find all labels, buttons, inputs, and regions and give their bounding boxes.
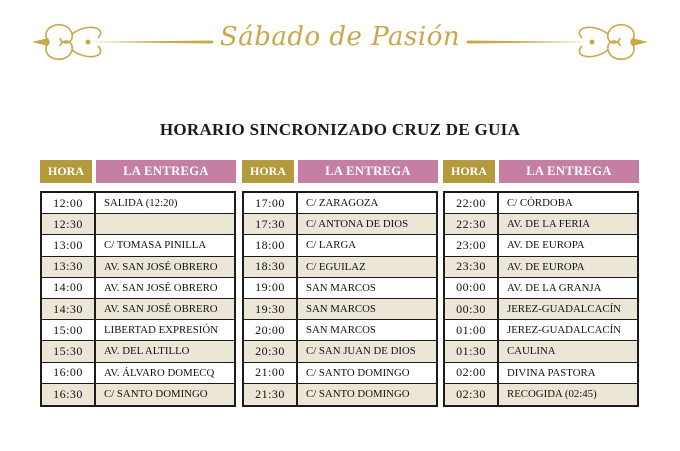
table-header bbox=[443, 160, 639, 183]
time-cell: 02:30 bbox=[445, 384, 499, 405]
column-header-entrega: LA ENTREGA bbox=[499, 160, 639, 183]
table-row bbox=[42, 235, 234, 256]
time-cell: 16:00 bbox=[42, 363, 96, 383]
location-cell: C/ EGUILAZ bbox=[306, 260, 366, 273]
table-header bbox=[242, 160, 438, 183]
table-row bbox=[244, 193, 436, 214]
location-cell: CAULINA bbox=[507, 345, 556, 358]
location-cell: C/ TOMASA PINILLA bbox=[104, 239, 207, 252]
location-cell: C/ SAN JUAN DE DIOS bbox=[306, 345, 416, 358]
table-row bbox=[244, 278, 436, 299]
schedule-table-3 bbox=[443, 160, 639, 407]
time-cell: 12:00 bbox=[42, 193, 96, 213]
time-cell: 12:30 bbox=[42, 214, 96, 234]
column-header-hora: HORA bbox=[40, 160, 92, 183]
time-cell: 17:30 bbox=[244, 214, 298, 234]
table-body bbox=[40, 191, 236, 407]
time-cell: 21:00 bbox=[244, 363, 298, 383]
table-row bbox=[244, 257, 436, 278]
time-cell: 13:00 bbox=[42, 235, 96, 255]
time-cell: 19:00 bbox=[244, 278, 298, 298]
time-cell: 18:30 bbox=[244, 257, 298, 277]
time-cell: 18:00 bbox=[244, 235, 298, 255]
table-row bbox=[42, 384, 234, 405]
time-cell: 23:00 bbox=[445, 235, 499, 255]
table-row bbox=[244, 341, 436, 362]
schedule-subtitle: HORARIO SINCRONIZADO CRUZ DE GUIA bbox=[159, 120, 521, 139]
table-row bbox=[244, 214, 436, 235]
table-body bbox=[443, 191, 639, 407]
table-row bbox=[42, 299, 234, 320]
time-cell: 14:30 bbox=[42, 299, 96, 319]
time-cell: 23:30 bbox=[445, 257, 499, 277]
time-cell: 00:00 bbox=[445, 278, 499, 298]
location-cell: SAN MARCOS bbox=[306, 303, 376, 316]
table-row bbox=[445, 299, 637, 320]
table-row bbox=[42, 363, 234, 384]
location-cell: SAN MARCOS bbox=[306, 324, 376, 337]
table-row bbox=[244, 320, 436, 341]
column-header-entrega: LA ENTREGA bbox=[96, 160, 236, 183]
location-cell bbox=[96, 214, 234, 234]
table-row bbox=[244, 384, 436, 405]
table-row bbox=[445, 214, 637, 235]
table-row bbox=[445, 320, 637, 341]
time-cell: 17:00 bbox=[244, 193, 298, 213]
location-cell: DIVINA PASTORA bbox=[507, 366, 596, 379]
time-cell: 16:30 bbox=[42, 384, 96, 405]
time-cell: 00:30 bbox=[445, 299, 499, 319]
left-ornament-icon bbox=[28, 14, 218, 70]
table-row bbox=[445, 384, 637, 405]
time-cell: 13:30 bbox=[42, 257, 96, 277]
schedule-table-1 bbox=[40, 160, 236, 407]
location-cell: C/ ZARAGOZA bbox=[306, 197, 379, 210]
time-cell: 22:00 bbox=[445, 193, 499, 213]
time-cell: 01:00 bbox=[445, 320, 499, 340]
time-cell: 22:30 bbox=[445, 214, 499, 234]
table-row bbox=[42, 257, 234, 278]
location-cell: C/ SANTO DOMINGO bbox=[306, 388, 410, 401]
location-cell: C/ ANTONA DE DIOS bbox=[306, 218, 409, 231]
location-cell: AV. SAN JOSÉ OBRERO bbox=[104, 281, 218, 294]
table-row bbox=[42, 320, 234, 341]
location-cell: AV. DE LA FERIA bbox=[507, 218, 590, 231]
location-cell: C/ LARGA bbox=[306, 239, 357, 252]
location-cell: AV. DEL ALTILLO bbox=[104, 345, 190, 358]
table-row bbox=[445, 278, 637, 299]
time-cell: 21:30 bbox=[244, 384, 298, 405]
time-cell: 15:30 bbox=[42, 341, 96, 361]
table-row bbox=[445, 235, 637, 256]
location-cell: C/ SANTO DOMINGO bbox=[104, 388, 208, 401]
time-cell: 15:00 bbox=[42, 320, 96, 340]
table-row bbox=[244, 299, 436, 320]
table-row bbox=[445, 193, 637, 214]
time-cell: 20:30 bbox=[244, 341, 298, 361]
table-header bbox=[40, 160, 236, 183]
time-cell: 02:00 bbox=[445, 363, 499, 383]
location-cell: JEREZ-GUADALCACÍN bbox=[507, 324, 621, 337]
column-header-hora: HORA bbox=[443, 160, 495, 183]
time-cell: 14:00 bbox=[42, 278, 96, 298]
location-cell: SAN MARCOS bbox=[306, 281, 376, 294]
location-cell: AV. SAN JOSÉ OBRERO bbox=[104, 260, 218, 273]
header bbox=[0, 0, 680, 90]
location-cell: C/ SANTO DOMINGO bbox=[306, 366, 410, 379]
location-cell: RECOGIDA (02:45) bbox=[507, 388, 597, 401]
table-row bbox=[445, 341, 637, 362]
table-row bbox=[42, 341, 234, 362]
location-cell: AV. ÁLVARO DOMECQ bbox=[104, 366, 215, 379]
table-row bbox=[244, 363, 436, 384]
column-header-entrega: LA ENTREGA bbox=[298, 160, 438, 183]
location-cell: C/ CÓRDOBA bbox=[507, 197, 573, 210]
right-ornament-icon bbox=[462, 14, 652, 70]
table-row bbox=[445, 257, 637, 278]
location-cell: LIBERTAD EXPRESIÓN bbox=[104, 324, 218, 337]
time-cell: 01:30 bbox=[445, 341, 499, 361]
column-header-hora: HORA bbox=[242, 160, 294, 183]
location-cell: SALIDA (12:20) bbox=[104, 197, 178, 210]
table-row bbox=[42, 278, 234, 299]
time-cell: 20:00 bbox=[244, 320, 298, 340]
table-row bbox=[42, 193, 234, 214]
schedule-table-2 bbox=[242, 160, 438, 407]
table-body bbox=[242, 191, 438, 407]
location-cell: AV. SAN JOSÉ OBRERO bbox=[104, 303, 218, 316]
location-cell: JEREZ-GUADALCACÍN bbox=[507, 303, 621, 316]
table-row bbox=[42, 214, 234, 235]
location-cell: AV. DE LA GRANJA bbox=[507, 281, 602, 294]
table-row bbox=[445, 363, 637, 384]
table-row bbox=[244, 235, 436, 256]
page-title: Sábado de Pasión bbox=[219, 22, 461, 52]
location-cell: AV. DE EUROPA bbox=[507, 260, 585, 273]
location-cell: AV. DE EUROPA bbox=[507, 239, 585, 252]
time-cell: 19:30 bbox=[244, 299, 298, 319]
